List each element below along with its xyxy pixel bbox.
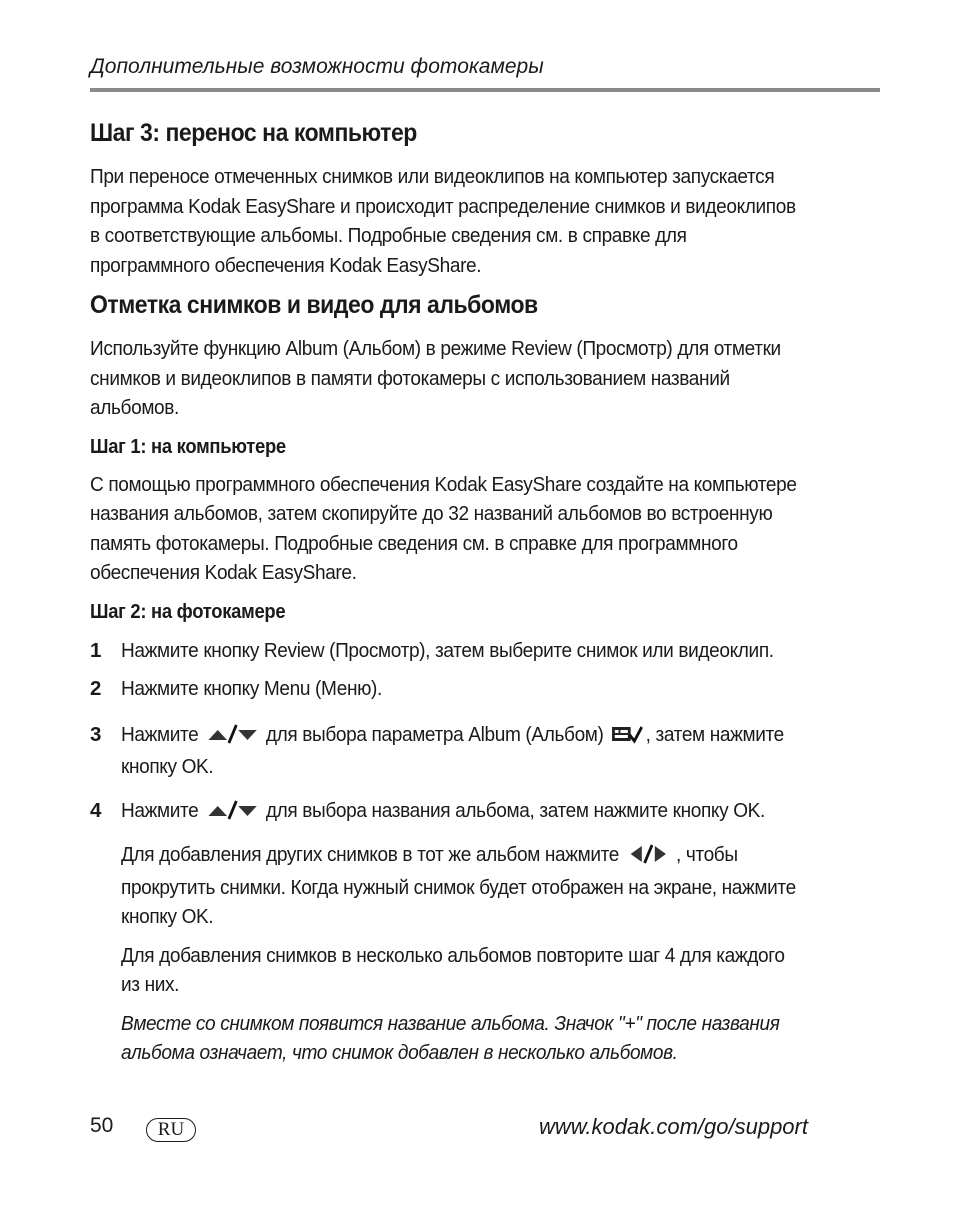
list-item-text bbox=[121, 720, 827, 753]
step4-note-multi bbox=[90, 941, 880, 1000]
text-fragment: Нажмите bbox=[121, 798, 199, 822]
section-heading-transfer: Шаг 3: перенос на компьютер bbox=[90, 119, 417, 147]
page-number: 50 bbox=[90, 1114, 114, 1137]
list-item-number: 4 bbox=[90, 798, 102, 822]
list-item-4 bbox=[90, 796, 880, 829]
list-item-number: 1 bbox=[90, 638, 102, 662]
up-down-arrows-icon bbox=[206, 799, 258, 829]
text-fragment: , затем нажмите bbox=[645, 722, 784, 746]
list-item-number: 2 bbox=[90, 677, 102, 700]
list-item-text: Нажмите кнопку Menu (Меню). bbox=[121, 677, 382, 700]
section-heading-albums: Отметка снимков и видео для альбомов bbox=[90, 291, 538, 319]
left-right-arrows-icon bbox=[627, 843, 674, 873]
text-line: снимков и видеоклипов в памяти фотокамеры с использованием названий bbox=[90, 366, 730, 390]
text-line bbox=[121, 840, 827, 873]
text-line: прокрутить снимки. Когда нужный снимок будет отображен на экране, нажмите bbox=[121, 875, 796, 899]
up-down-arrows-icon bbox=[206, 723, 258, 753]
list-item-text: Нажмите кнопку Review (Просмотр), затем выберите снимок или видеоклип. bbox=[121, 638, 774, 662]
list-item-2 bbox=[90, 674, 880, 704]
step4-note-scroll bbox=[90, 840, 880, 932]
list-item-text bbox=[121, 796, 827, 829]
text-line: программа Kodak EasyShare и происходит распределение снимков и видеоклипов bbox=[90, 194, 796, 218]
page-content bbox=[90, 116, 880, 1068]
subheading-step2: Шаг 2: на фотокамере bbox=[90, 600, 286, 623]
text-fragment: Нажмите bbox=[121, 722, 199, 746]
language-badge: RU bbox=[146, 1118, 196, 1142]
list-item-text-line2: кнопку OK. bbox=[121, 755, 214, 778]
text-fragment: , чтобы bbox=[676, 843, 738, 866]
text-line: При переносе отмеченных снимков или видеоклипов на компьютер запускается bbox=[90, 165, 775, 188]
text-fragment: Для добавления других снимков в тот же альбом нажмите bbox=[121, 843, 620, 866]
header-title: Дополнительные возможности фотокамеры bbox=[90, 55, 544, 78]
text-line: альбома означает, что снимок добавлен в несколько альбомов. bbox=[121, 1041, 678, 1064]
step4-italic-note bbox=[90, 1009, 880, 1068]
text-line: Для добавления снимков в несколько альбомов повторите шаг 4 для каждого bbox=[121, 943, 785, 967]
section-transfer-body bbox=[90, 162, 880, 280]
header-rule bbox=[90, 88, 880, 92]
text-line: альбомов. bbox=[90, 396, 179, 419]
section-albums-body bbox=[90, 334, 880, 423]
subheading-step1: Шаг 1: на компьютере bbox=[90, 435, 286, 458]
text-line: С помощью программного обеспечения Kodak EasyShare создайте на компьютере bbox=[90, 472, 797, 496]
list-item-3 bbox=[90, 720, 880, 782]
text-fragment: для выбора названия альбома, затем нажмите кнопку OK. bbox=[265, 798, 765, 822]
step1-body bbox=[90, 470, 880, 588]
text-line: Используйте функцию Album (Альбом) в режиме Review (Просмотр) для отметки bbox=[90, 337, 781, 360]
text-line: обеспечения Kodak EasyShare. bbox=[90, 561, 357, 584]
text-line: кнопку OK. bbox=[121, 905, 214, 928]
text-fragment: для выбора параметра Album (Альбом) bbox=[265, 722, 604, 746]
album-icon bbox=[611, 723, 643, 753]
text-line: в соответствующие альбомы. Подробные сведения см. в справке для bbox=[90, 224, 687, 247]
list-item-number: 3 bbox=[90, 722, 102, 746]
text-line: память фотокамеры. Подробные сведения см. в справке для программного bbox=[90, 531, 738, 555]
text-line: названия альбомов, затем скопируйте до 32 названий альбомов во встроенную bbox=[90, 502, 773, 525]
text-line: программного обеспечения Kodak EasyShare. bbox=[90, 253, 482, 277]
support-url: www.kodak.com/go/support bbox=[538, 1114, 808, 1139]
text-line: Вместе со снимком появится название альбома. Значок "+" после названия bbox=[121, 1011, 780, 1035]
text-line: из них. bbox=[121, 973, 180, 996]
list-item-1 bbox=[90, 636, 880, 666]
